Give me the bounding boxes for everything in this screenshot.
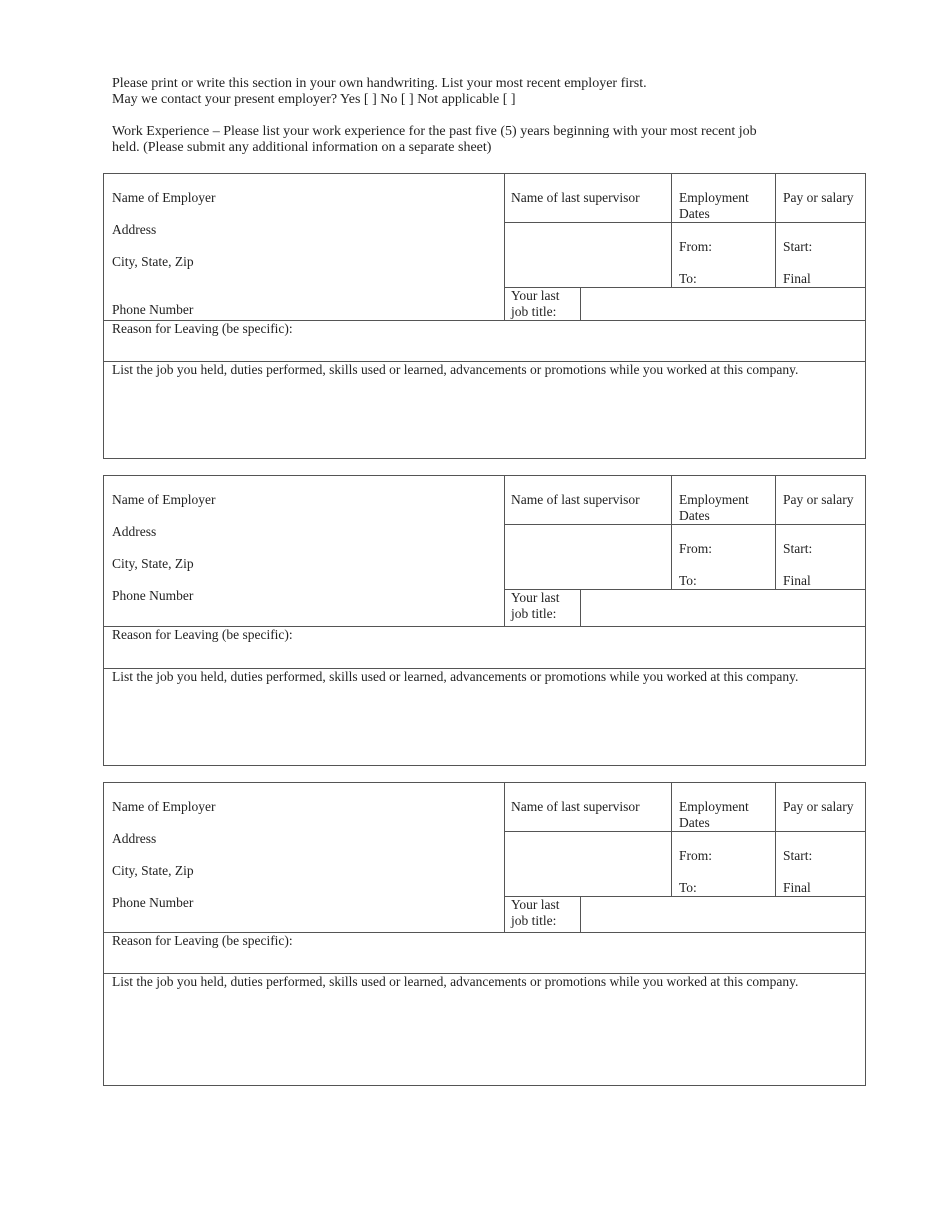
phone-number-label: Phone Number: [112, 895, 194, 910]
job-title-label-2: job title:: [511, 913, 557, 928]
job-title-label-1: Your last: [511, 897, 560, 912]
job-title-label-1: Your last: [511, 288, 560, 303]
supervisor-label: Name of last supervisor: [511, 492, 640, 507]
start-label: Start:: [783, 541, 813, 556]
address-label: Address: [112, 524, 157, 539]
instruction-line: Please print or write this section in your own handwriting. List your most recent employer first.: [112, 76, 647, 91]
from-label: From:: [679, 239, 713, 254]
reason-leaving-label: Reason for Leaving (be specific):: [112, 933, 293, 948]
to-label: To:: [679, 271, 697, 286]
start-label: Start:: [783, 848, 813, 863]
employer-block-3: [103, 782, 866, 1086]
final-label: Final: [783, 573, 811, 588]
work-experience-heading: Work Experience – Please list your work experience for the past five (5) years beginning with your most recent job: [112, 124, 757, 139]
supervisor-label: Name of last supervisor: [511, 799, 640, 814]
start-label: Start:: [783, 239, 813, 254]
to-label: To:: [679, 573, 697, 588]
to-label: To:: [679, 880, 697, 895]
city-state-zip-label: City, State, Zip: [112, 556, 194, 571]
duties-label: List the job you held, duties performed, skills used or learned, advancements or promotions while you worked at this company.: [112, 669, 799, 684]
duties-label: List the job you held, duties performed, skills used or learned, advancements or promotions while you worked at this company.: [112, 362, 799, 377]
from-label: From:: [679, 848, 713, 863]
reason-leaving-label: Reason for Leaving (be specific):: [112, 321, 293, 336]
duties-label: List the job you held, duties performed, skills used or learned, advancements or promotions while you worked at this company.: [112, 974, 799, 989]
employment-dates-label-2: Dates: [679, 815, 710, 830]
city-state-zip-label: City, State, Zip: [112, 254, 194, 269]
pay-salary-label: Pay or salary: [783, 799, 854, 814]
employment-dates-label-2: Dates: [679, 206, 710, 221]
phone-number-label: Phone Number: [112, 302, 194, 317]
contact-employer-question: May we contact your present employer? Yes [ ] No [ ] Not applicable [ ]: [112, 92, 516, 107]
employment-dates-label-1: Employment: [679, 190, 749, 205]
employment-dates-label-1: Employment: [679, 492, 749, 507]
final-label: Final: [783, 880, 811, 895]
city-state-zip-label: City, State, Zip: [112, 863, 194, 878]
employer-name-label: Name of Employer: [112, 799, 216, 814]
job-title-label-1: Your last: [511, 590, 560, 605]
employer-block-2: [103, 475, 866, 766]
employment-dates-label-2: Dates: [679, 508, 710, 523]
final-label: Final: [783, 271, 811, 286]
job-title-label-2: job title:: [511, 606, 557, 621]
instructions: [112, 76, 852, 156]
supervisor-label: Name of last supervisor: [511, 190, 640, 205]
reason-leaving-label: Reason for Leaving (be specific):: [112, 627, 293, 642]
employer-block-1: [103, 173, 866, 459]
from-label: From:: [679, 541, 713, 556]
pay-salary-label: Pay or salary: [783, 492, 854, 507]
address-label: Address: [112, 831, 157, 846]
employer-name-label: Name of Employer: [112, 492, 216, 507]
employment-dates-label-1: Employment: [679, 799, 749, 814]
phone-number-label: Phone Number: [112, 588, 194, 603]
pay-salary-label: Pay or salary: [783, 190, 854, 205]
address-label: Address: [112, 222, 157, 237]
job-title-label-2: job title:: [511, 304, 557, 319]
employer-name-label: Name of Employer: [112, 190, 216, 205]
work-experience-note: held. (Please submit any additional information on a separate sheet): [112, 140, 492, 155]
